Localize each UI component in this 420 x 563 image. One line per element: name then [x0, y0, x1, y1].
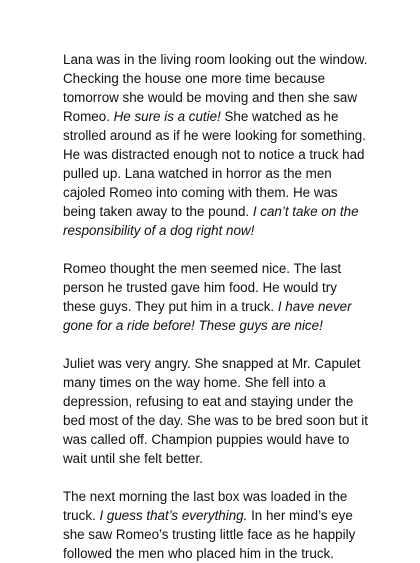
- text-segment: Romeo thought the men seemed nice. The last person he trusted gave him food. He would try these guys. They put him in a truck.: [63, 261, 342, 314]
- inner-thought: He sure is a cutie!: [113, 109, 221, 124]
- inner-thought: I can’t take on the responsibility of a dog right now!: [63, 204, 359, 238]
- text-segment: She watched as he strolled around as if he were looking for something. He was distracted enough not to notice a truck had pulled up. Lana watched in horror as the men cajoled Romeo into coming with them. He was being taken away to the pound.: [63, 109, 366, 219]
- paragraph-juliet-angry: [63, 354, 373, 468]
- document-body: [63, 50, 373, 563]
- inner-thought: I have never gone for a ride before! These guys are nice!: [63, 299, 352, 333]
- text-segment: In her mind’s eye she saw Romeo’s trusting little face as he happily followed the men who placed him in the truck.: [63, 508, 356, 561]
- text-segment: The next morning the last box was loaded in the truck.: [63, 489, 348, 523]
- paragraph-lana-window: [63, 50, 373, 240]
- inner-thought: I guess that’s everything.: [99, 508, 248, 523]
- text-segment: Juliet was very angry. She snapped at Mr. Capulet many times on the way home. She fell into a depression, refusing to eat and staying under the bed most of the day. She was to be bred soon but it was called off. Champion puppies would have to wait until she felt better.: [63, 356, 368, 466]
- paragraph-next-morning: [63, 487, 373, 563]
- paragraph-romeo-truck: [63, 259, 373, 335]
- text-segment: Lana was in the living room looking out the window. Checking the house one more time because tomorrow she would be moving and then she saw Romeo.: [63, 52, 368, 124]
